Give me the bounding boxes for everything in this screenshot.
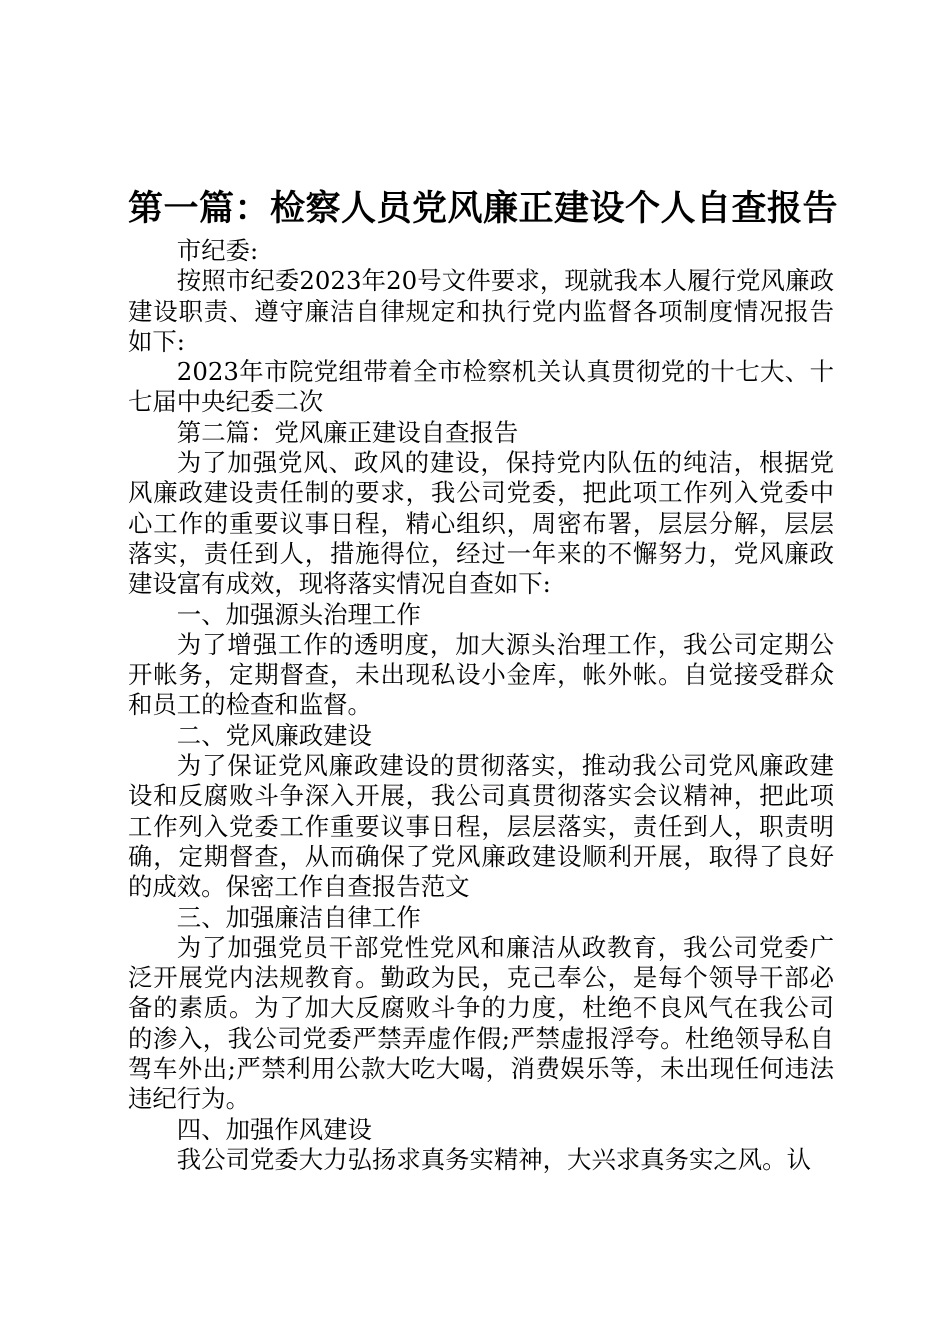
document-body [128, 236, 834, 1175]
paragraph: 2023年市院党组带着全市检察机关认真贯彻党的十七大、十七届中央纪委二次 [128, 357, 834, 417]
document-title: 第一篇：检察人员党风廉正建设个人自查报告 [128, 188, 839, 229]
paragraph: 我公司党委大力弘扬求真务实精神，大兴求真务实之风。认 [176, 1144, 811, 1174]
section-heading: 第二篇：党风廉正建设自查报告 [176, 417, 519, 447]
section-heading: 三、加强廉洁自律工作 [176, 902, 421, 932]
paragraph: 为了保证党风廉政建设的贯彻落实，推动我公司党风廉政建设和反腐败斗争深入开展，我公司真贯彻落实会议精神，把此项工作列入党委工作重要议事日程，层层落实，责任到人，职责明确，定期督查，从而确保了党风廉政建设顺利开展，取得了良好的成效。保密工作自查报告范文 [128, 751, 834, 902]
section-heading: 一、加强源头治理工作 [176, 599, 421, 629]
section-heading: 二、党风廉政建设 [176, 720, 372, 750]
paragraph: 为了加强党员干部党性党风和廉洁从政教育，我公司党委广泛开展党内法规教育。勤政为民，克己奉公，是每个领导干部必备的素质。为了加大反腐败斗争的力度，杜绝不良风气在我公司的渗入，我公司党委严禁弄虚作假;严禁虚报浮夸。杜绝领导私自驾车外出;严禁利用公款大吃大喝，消费娱乐等，未出现任何违法违纪行为。 [128, 932, 834, 1114]
paragraph: 为了增强工作的透明度，加大源头治理工作，我公司定期公开帐务，定期督查，未出现私设小金库，帐外帐。自觉接受群众和员工的检查和监督。 [128, 629, 834, 720]
paragraph: 按照市纪委2023年20号文件要求，现就我本人履行党风廉政建设职责、遵守廉洁自律规定和执行党内监督各项制度情况报告如下: [128, 266, 834, 356]
section-heading: 四、加强作风建设 [176, 1114, 372, 1144]
salutation: 市纪委: [176, 236, 259, 265]
paragraph: 为了加强党风、政风的建设，保持党内队伍的纯洁，根据党风廉政建设责任制的要求，我公司党委，把此项工作列入党委中心工作的重要议事日程，精心组织，周密布署，层层分解，层层落实，责任到人，措施得位，经过一年来的不懈努力，党风廉政建设富有成效，现将落实情况自查如下: [128, 448, 834, 599]
